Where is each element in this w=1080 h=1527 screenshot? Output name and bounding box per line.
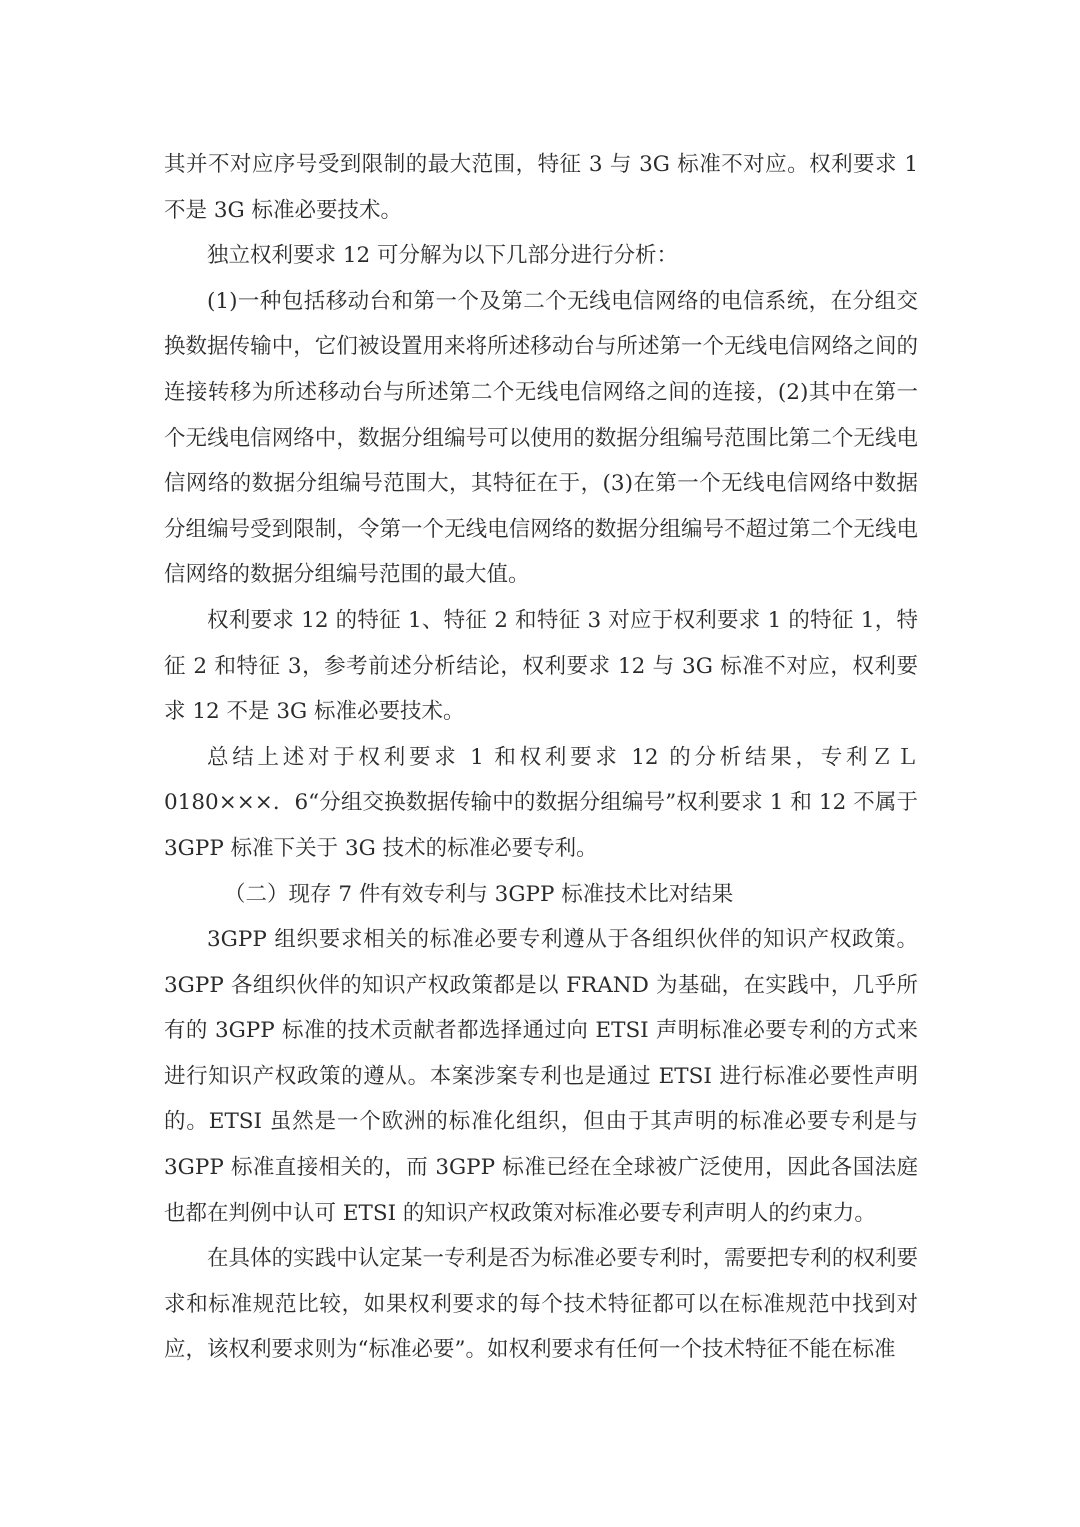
paragraph-claim12-intro: 独立权利要求 12 可分解为以下几部分进行分析： xyxy=(207,243,679,269)
document-body xyxy=(164,142,918,1373)
paragraph-ipr-policy: 3GPP 组织要求相关的标准必要专利遵从于各组织伙伴的知识产权政策。3GPP 各组织伙伴的知识产权政策都是以 FRAND 为基础，在实践中，几乎所有的 3GPP 标准的技术贡献者都选择通过向 ETSI 声明标准必要专利的方式来进行知识产权政策的遵从。本案涉案专利也是通过 ETSI 进行标准必要性声明的。ETSI 虽然是一个欧洲的标准化组织，但由于其声明的标准必要专利是与 3GPP 标准直接相关的，而 3GPP 标准已经在全球被广泛使用，因此各国法庭也都在判例中认可 ETSI 的知识产权政策对标准必要专利声明人的约束力。 xyxy=(164,927,918,1226)
paragraph-claim12-conclusion: 权利要求 12 的特征 1、特征 2 和特征 3 对应于权利要求 1 的特征 1，特征 2 和特征 3，参考前述分析结论，权利要求 12 与 3G 标准不对应，权利要求 12 不是 3G 标准必要技术。 xyxy=(164,607,918,725)
paragraph-summary: 总结上述对于权利要求 1 和权利要求 12 的分析结果，专利ＺＬ0180×××．6“分组交换数据传输中的数据分组编号”权利要求 1 和 12 不属于 3GPP 标准下关于 3G 技术的标准必要专利。 xyxy=(164,744,918,861)
paragraph-sep-determination: 在具体的实践中认定某一专利是否为标准必要专利时，需要把专利的权利要求和标准规范比较，如果权利要求的每个技术特征都可以在标准规范中找到对应，该权利要求则为“标准必要”。如权利要求有任何一个技术特征不能在标准 xyxy=(164,1246,918,1363)
section-heading: （二）现存 7 件有效专利与 3GPP 标准技术比对结果 xyxy=(224,881,734,907)
paragraph-claim12-features: (1)一种包括移动台和第一个及第二个无线电信网络的电信系统，在分组交换数据传输中，它们被设置用来将所述移动台与所述第一个无线电信网络之间的连接转移为所述移动台与所述第二个无线电信网络之间的连接，(2)其中在第一个无线电信网络中，数据分组编号可以使用的数据分组编号范围比第二个无线电信网络的数据分组编号范围大，其特征在于，(3)在第一个无线电信网络中数据分组编号受到限制，令第一个无线电信网络的数据分组编号不超过第二个无线电信网络的数据分组编号范围的最大值。 xyxy=(164,288,918,588)
paragraph-claim1-conclusion: 其并不对应序号受到限制的最大范围，特征 3 与 3G 标准不对应。权利要求 1 不是 3G 标准必要技术。 xyxy=(164,152,918,223)
